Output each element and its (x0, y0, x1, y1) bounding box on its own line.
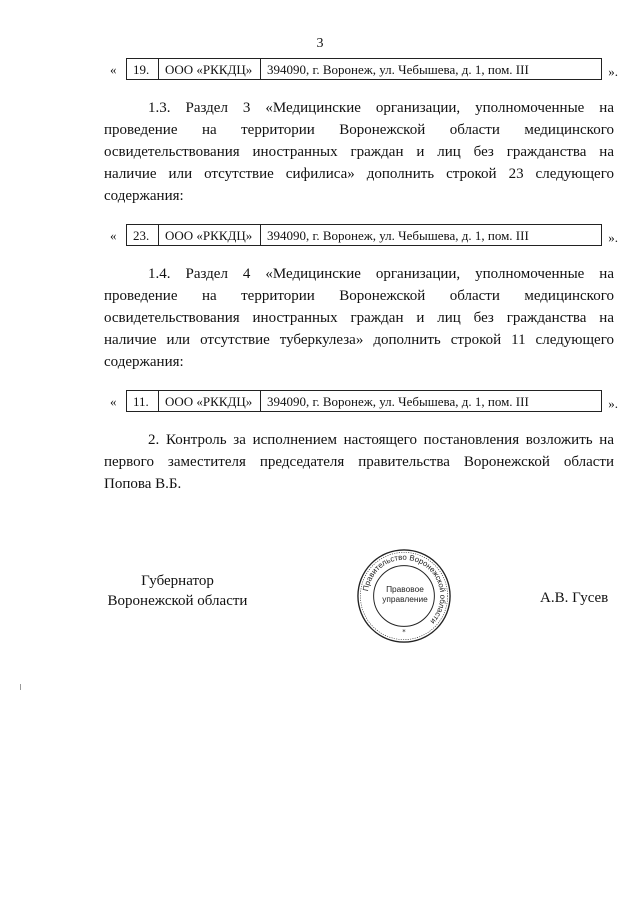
address-cell: 394090, г. Воронеж, ул. Чебышева, д. 1, пом. III (267, 228, 529, 243)
stamp-center-line1: Правовое (386, 584, 424, 595)
text-line: 1.3. Раздел 3 «Медицинские организации, уполномоченные на (148, 100, 614, 116)
open-quote: « (110, 62, 117, 77)
text-line: освидетельствования иностранных граждан и лиц без гражданства на (104, 144, 614, 160)
organization-cell: ООО «РККДЦ» (159, 59, 261, 79)
address-cell: 394090, г. Воронеж, ул. Чебышева, д. 1, пом. III (267, 394, 529, 409)
stamp-center-line2: управление (382, 593, 428, 604)
row-number-cell: 11. (127, 391, 159, 411)
text-line: наличие или отсутствие туберкулеза» дополнить строкой 11 следующего (104, 332, 614, 348)
text-line: содержания: (104, 188, 184, 204)
paragraph-2 (104, 429, 614, 495)
official-stamp (355, 547, 453, 645)
text-line: проведение на территории Воронежской области медицинского (104, 122, 614, 138)
governor-region-line: Воронежской области (107, 593, 248, 609)
text-line: проведение на территории Воронежской области медицинского (104, 288, 614, 304)
insert-row-19 (104, 58, 620, 82)
text-line: наличие или отсутствие сифилиса» дополнить строкой 23 следующего (104, 166, 614, 182)
text-line: 1.4. Раздел 4 «Медицинские организации, уполномоченные на (148, 266, 614, 282)
row-number-cell: 19. (127, 59, 159, 79)
governor-name: А.В. Гусев (540, 590, 609, 606)
paragraph-1-3 (104, 97, 614, 207)
governor-title-line: Губернатор (141, 573, 214, 589)
page-number: 3 (316, 36, 324, 51)
organization-cell: ООО «РККДЦ» (159, 225, 261, 245)
close-quote: ». (608, 396, 618, 411)
insert-table (126, 224, 602, 246)
insert-table (126, 58, 602, 80)
organization-cell: ООО «РККДЦ» (159, 391, 261, 411)
row-number-cell: 23. (127, 225, 159, 245)
close-quote: ». (608, 64, 618, 79)
stamp-ring-text: Правительство Воронежской области (361, 552, 448, 626)
text-line: Попова В.Б. (104, 476, 182, 492)
governor-title (104, 571, 251, 611)
text-line: первого заместителя председателя правительства Воронежской области (104, 454, 614, 470)
address-cell: 394090, г. Воронеж, ул. Чебышева, д. 1, пом. III (267, 62, 529, 77)
close-quote: ». (608, 230, 618, 245)
open-quote: « (110, 394, 117, 409)
text-line: содержания: (104, 354, 184, 370)
stamp-star-icon: * (402, 628, 406, 637)
text-line: 2. Контроль за исполнением настоящего постановления возложить на (148, 432, 614, 448)
insert-row-11 (104, 390, 620, 414)
paragraph-1-4 (104, 263, 614, 373)
margin-mark (20, 684, 21, 690)
text-line: освидетельствования иностранных граждан и лиц без гражданства на (104, 310, 614, 326)
open-quote: « (110, 228, 117, 243)
insert-row-23 (104, 224, 620, 248)
insert-table (126, 390, 602, 412)
